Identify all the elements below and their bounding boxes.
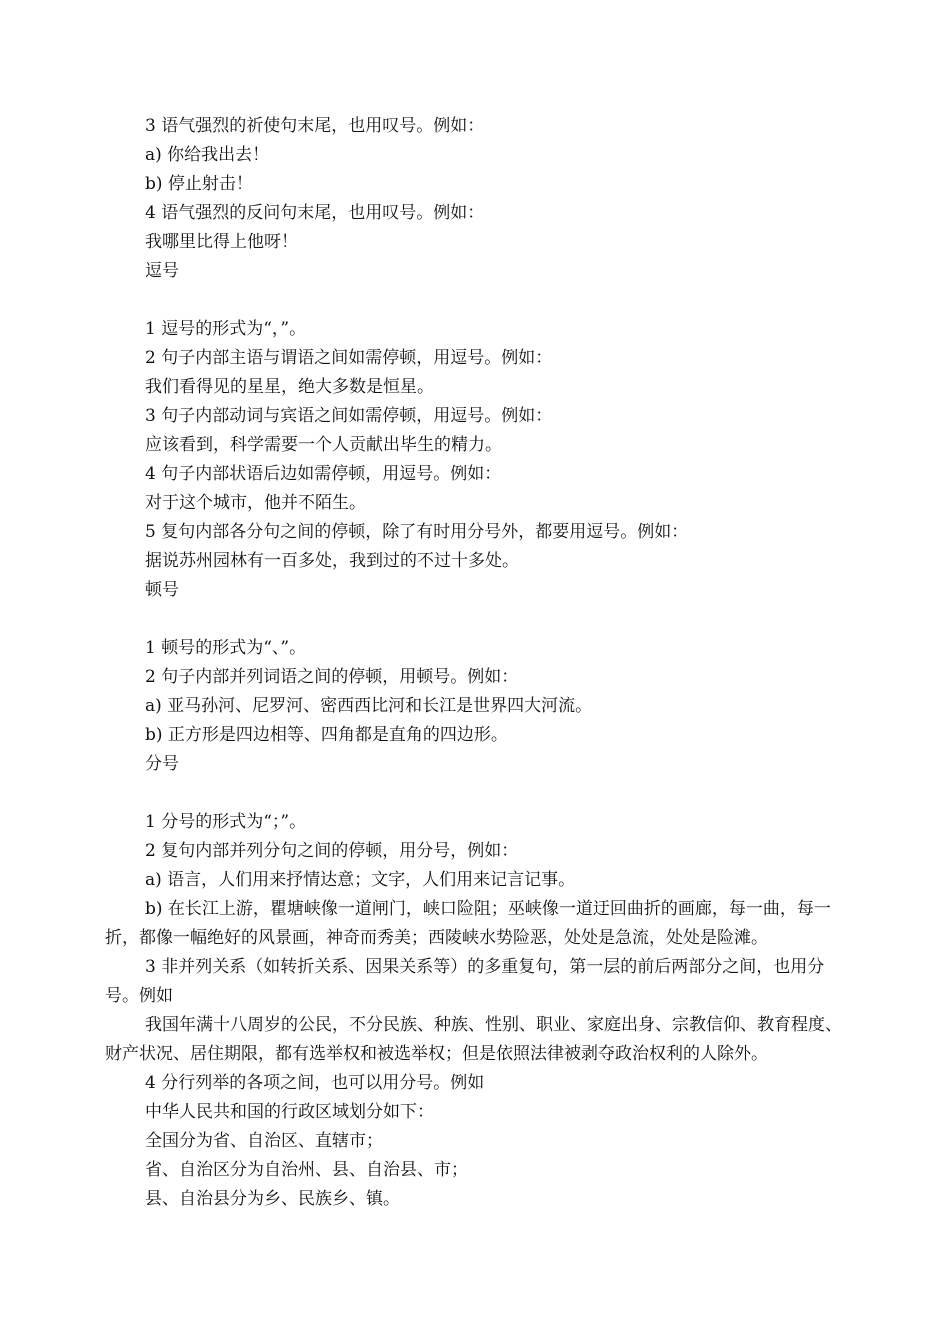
section-heading: 逗号 xyxy=(145,261,179,281)
paragraph: 3 句子内部动词与宾语之间如需停顿，用逗号。例如： xyxy=(145,406,553,426)
paragraph: 我国年满十八周岁的公民，不分民族、种族、性别、职业、家庭出身、宗教信仰、教育程度、财产状况、居住期限，都有选举权和被选举权；但是依照法律被剥夺政治权利的人除外。 xyxy=(105,1015,842,1064)
paragraph: 应该看到，科学需要一个人贡献出毕生的精力。 xyxy=(145,435,502,455)
paragraph: 3 非并列关系（如转折关系、因果关系等）的多重复句，第一层的前后两部分之间，也用分号。例如 xyxy=(105,957,825,1006)
paragraph: a) 语言，人们用来抒情达意；文字，人们用来记言记事。 xyxy=(145,870,576,890)
paragraph: a) 你给我出去！ xyxy=(145,145,270,165)
paragraph: b) 正方形是四边相等、四角都是直角的四边形。 xyxy=(145,725,508,745)
document-page xyxy=(105,112,855,1214)
paragraph: 4 语气强烈的反问句末尾，也用叹号。例如： xyxy=(145,203,485,223)
paragraph: 2 句子内部并列词语之间的停顿，用顿号。例如： xyxy=(145,667,519,687)
paragraph: 1 顿号的形式为“、”。 xyxy=(145,638,307,658)
paragraph: 4 句子内部状语后边如需停顿，用逗号。例如： xyxy=(145,464,502,484)
paragraph: 3 语气强烈的祈使句末尾，也用叹号。例如： xyxy=(145,116,485,136)
paragraph: 5 复句内部各分句之间的停顿，除了有时用分号外，都要用逗号。例如： xyxy=(145,522,689,542)
paragraph: 据说苏州园林有一百多处，我到过的不过十多处。 xyxy=(145,551,519,571)
paragraph: b) 在长江上游，瞿塘峡像一道闸门，峡口险阻；巫峡像一道迂回曲折的画廊，每一曲，每一折，都像一幅绝好的风景画，神奇而秀美；西陵峡水势险恶，处处是急流，处处是险滩。 xyxy=(105,899,831,948)
paragraph: 4 分行列举的各项之间，也可以用分号。例如 xyxy=(145,1073,485,1093)
blank-line xyxy=(105,605,855,634)
paragraph: 中华人民共和国的行政区域划分如下： xyxy=(145,1102,434,1122)
paragraph: 县、自治县分为乡、民族乡、镇。 xyxy=(145,1189,400,1209)
paragraph: 2 句子内部主语与谓语之间如需停顿，用逗号。例如： xyxy=(145,348,553,368)
paragraph: 全国分为省、自治区、直辖市； xyxy=(145,1131,383,1151)
paragraph: 2 复句内部并列分句之间的停顿，用分号，例如： xyxy=(145,841,519,861)
paragraph: 我哪里比得上他呀！ xyxy=(145,232,298,252)
paragraph: 省、自治区分为自治州、县、自治县、市； xyxy=(145,1160,468,1180)
paragraph: 我们看得见的星星，绝大多数是恒星。 xyxy=(145,377,434,397)
section-heading: 顿号 xyxy=(145,580,179,600)
paragraph: 1 逗号的形式为“，”。 xyxy=(145,319,307,339)
paragraph: 1 分号的形式为“；”。 xyxy=(145,812,307,832)
blank-line xyxy=(105,286,855,315)
blank-line xyxy=(105,779,855,808)
paragraph: b) 停止射击！ xyxy=(145,174,253,194)
paragraph: 对于这个城市，他并不陌生。 xyxy=(145,493,366,513)
section-heading: 分号 xyxy=(145,754,179,774)
paragraph: a) 亚马孙河、尼罗河、密西西比河和长江是世界四大河流。 xyxy=(145,696,593,716)
